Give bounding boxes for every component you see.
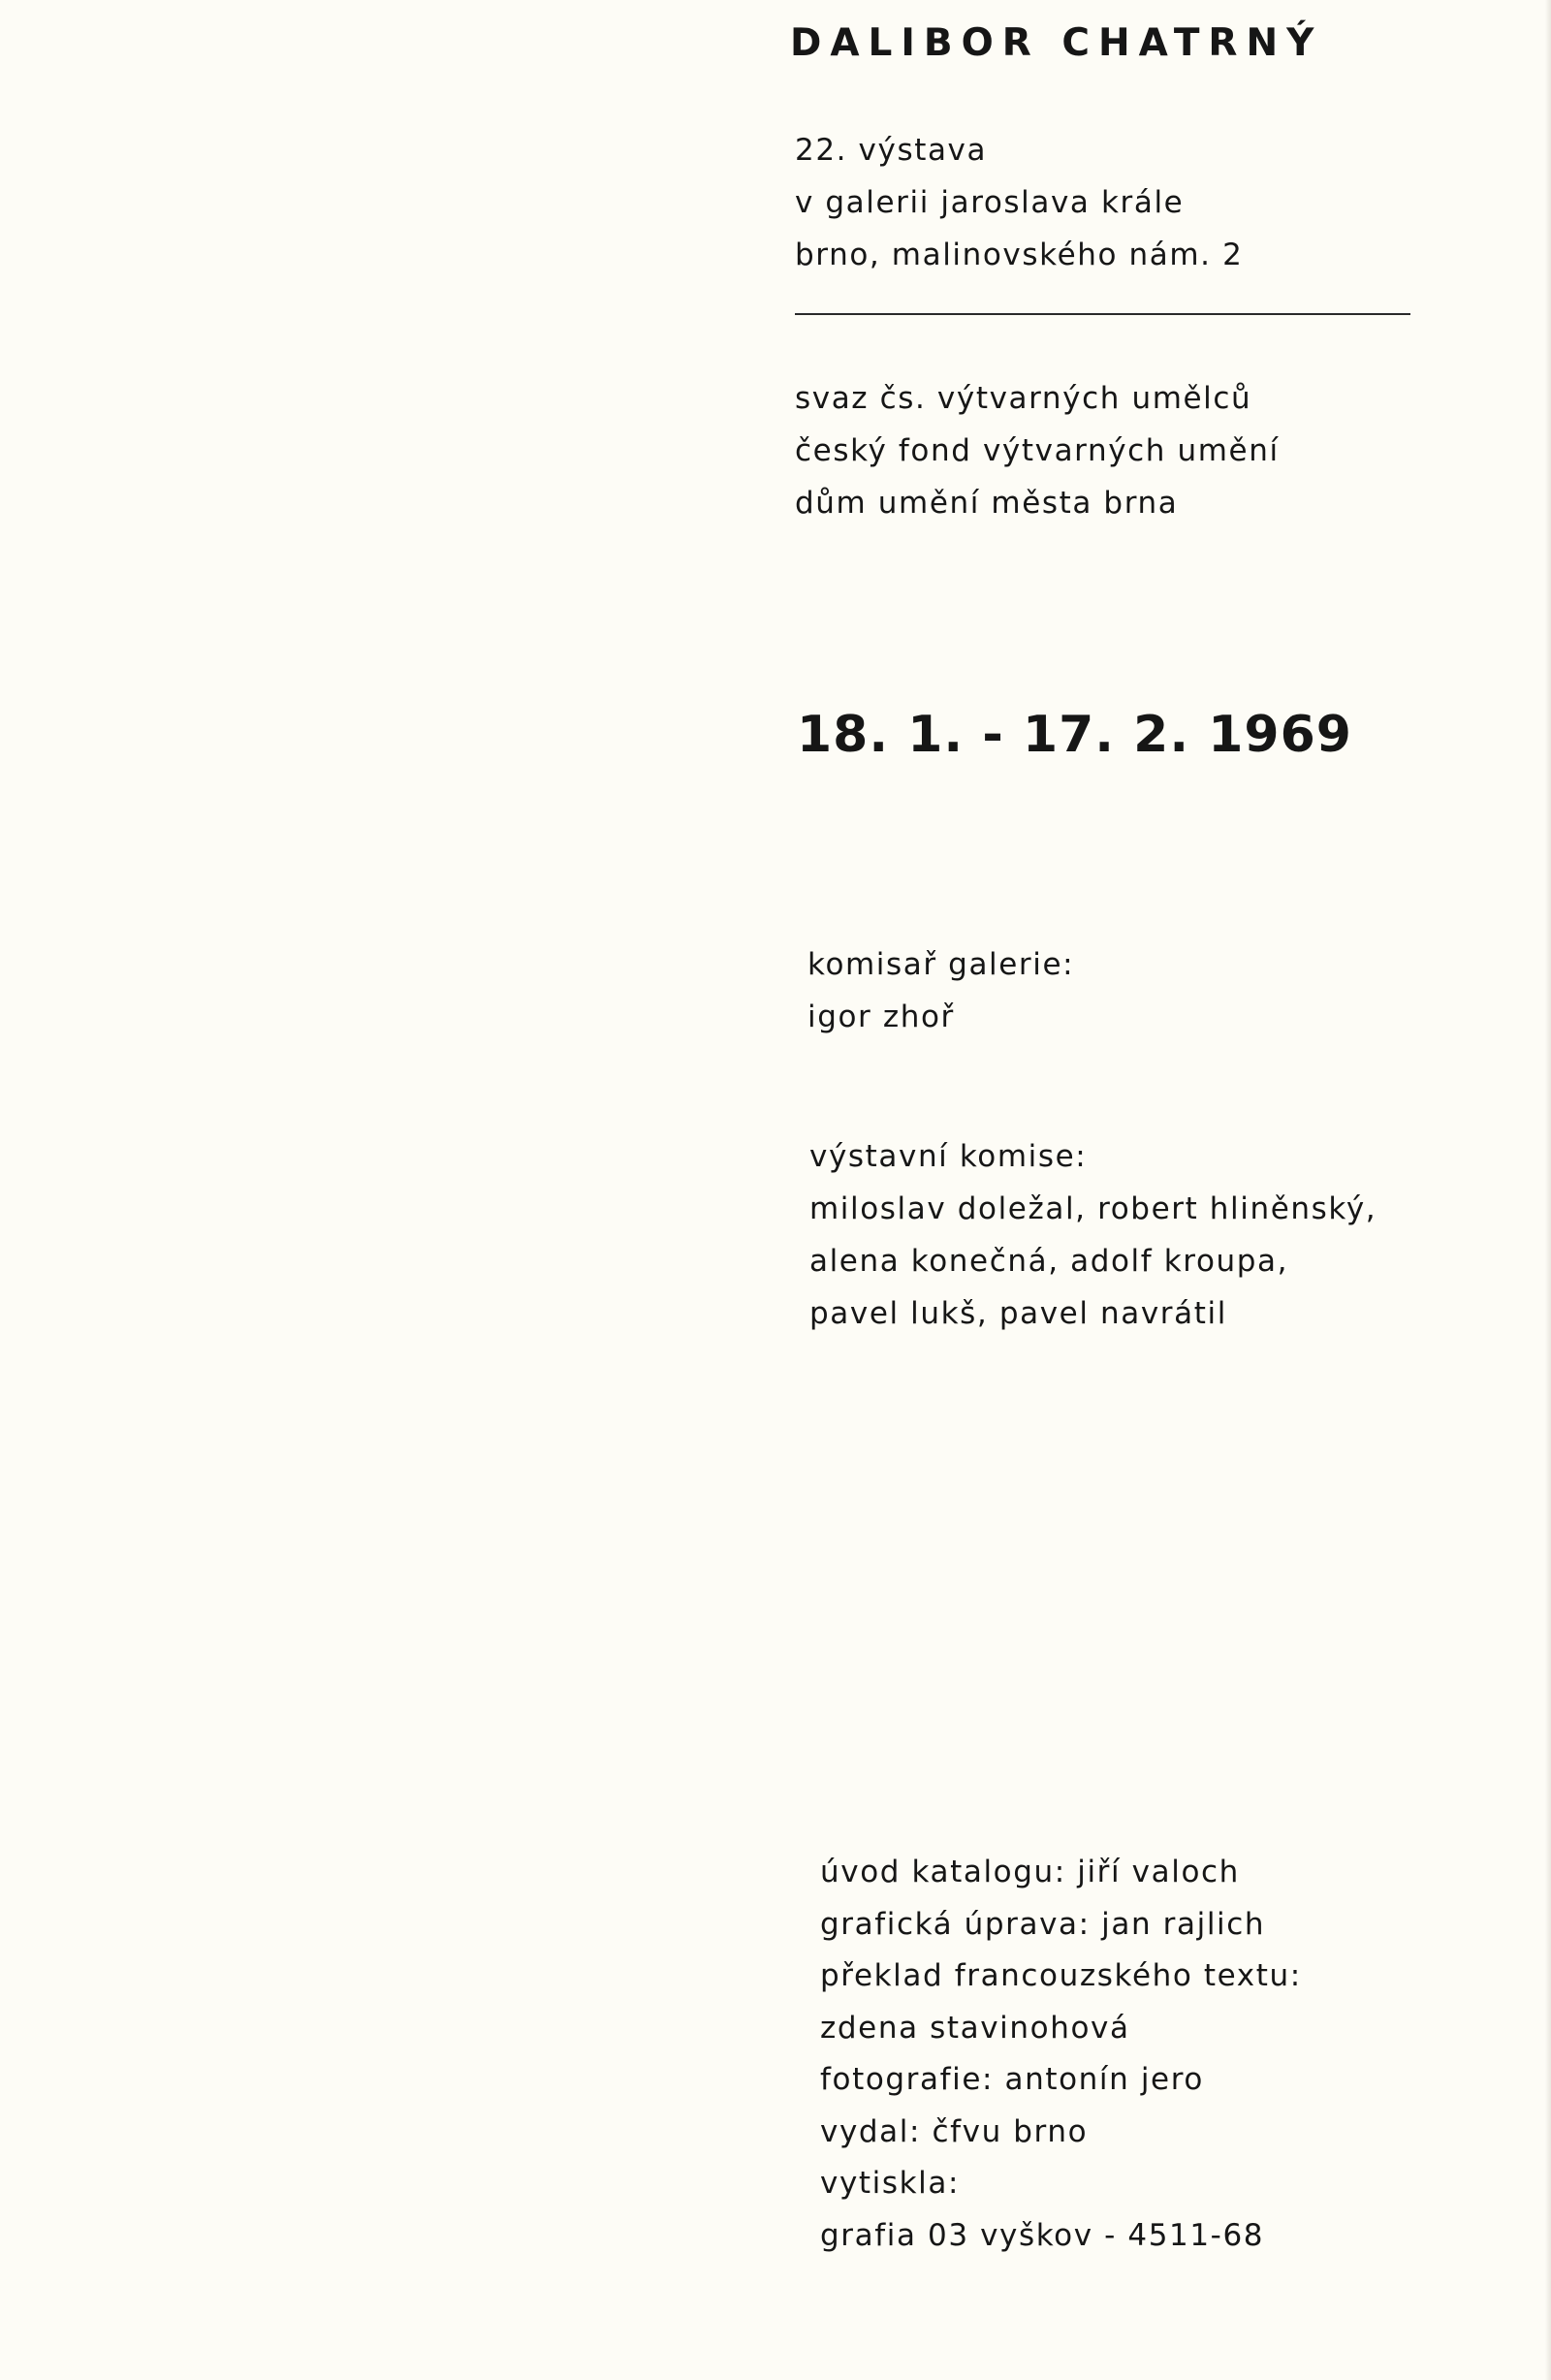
exhibition-line: v galerii jaroslava krále xyxy=(795,185,1185,220)
organizer-line: dům umění města brna xyxy=(795,486,1179,521)
credits-line: grafická úprava: jan rajlich xyxy=(820,1906,1266,1942)
credits-line: vydal: čfvu brno xyxy=(820,2113,1089,2149)
credits-line: fotografie: antonín jero xyxy=(820,2062,1204,2097)
organizer-line: svaz čs. výtvarných umělců xyxy=(795,381,1252,416)
exhibition-info xyxy=(795,124,1243,281)
committee-line: alena konečná, adolf kroupa, xyxy=(809,1244,1289,1279)
curator-label: komisař galerie: xyxy=(807,947,1075,982)
credits-line: vytiskla: xyxy=(820,2166,961,2201)
committee-section xyxy=(809,1130,1377,1340)
artist-name-title: DALIBOR CHATRNÝ xyxy=(790,21,1323,65)
curator-name: igor zhoř xyxy=(807,1000,955,1034)
page-edge xyxy=(1545,0,1551,2380)
committee-line: pavel lukš, pavel navrátil xyxy=(809,1296,1227,1331)
organizers-list xyxy=(795,372,1280,529)
committee-line: miloslav doležal, robert hliněnský, xyxy=(809,1191,1377,1226)
exhibition-line: brno, malinovského nám. 2 xyxy=(795,238,1244,272)
credits-line: překlad francouzského textu: xyxy=(820,1958,1302,1993)
committee-label: výstavní komise: xyxy=(809,1139,1088,1174)
divider-rule xyxy=(795,313,1410,315)
credits-section xyxy=(820,1847,1302,2262)
organizer-line: český fond výtvarných umění xyxy=(795,433,1280,468)
exhibition-line: 22. výstava xyxy=(795,133,988,168)
exhibition-dates: 18. 1. - 17. 2. 1969 xyxy=(797,706,1352,764)
credits-line: úvod katalogu: jiří valoch xyxy=(820,1855,1240,1889)
credits-line: zdena stavinohová xyxy=(820,2010,1130,2046)
curator-section xyxy=(807,938,1074,1043)
credits-line: grafia 03 vyškov - 4511-68 xyxy=(820,2217,1265,2253)
